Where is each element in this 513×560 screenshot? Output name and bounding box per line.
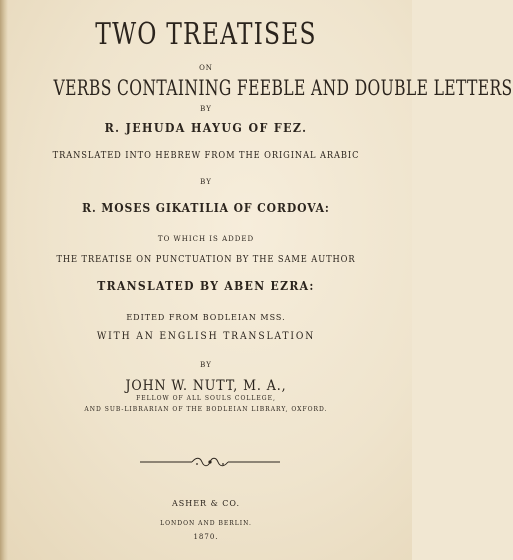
editor-credential-2: AND SUB-LIBRARIAN OF THE BODLEIAN LIBRARY, OXFORD.	[84, 406, 328, 413]
editor-credential-1: FELLOW OF ALL SOULS COLLEGE,	[136, 395, 276, 402]
ornamental-rule	[140, 455, 280, 469]
original-author: R. JEHUDA HAYUG OF FEZ.	[104, 121, 308, 135]
publication-year: 1870.	[193, 533, 219, 541]
publication-place: LONDON AND BERLIN.	[160, 520, 252, 527]
connector-by: BY	[200, 361, 212, 369]
edited-note: EDITED FROM BODLEIAN MSS.	[126, 313, 286, 322]
second-translator: TRANSLATED BY ABEN EZRA:	[97, 279, 315, 293]
book-title: TWO TREATISES	[95, 17, 317, 52]
treatise-note: THE TREATISE ON PUNCTUATION BY THE SAME AUTHOR	[56, 255, 356, 265]
editor-name: JOHN W. NUTT, M. A.,	[125, 378, 287, 394]
translation-note: TRANSLATED INTO HEBREW FROM THE ORIGINAL ARABIC	[52, 151, 360, 161]
connector-by: BY	[200, 105, 212, 113]
book-spine-shadow	[0, 0, 8, 560]
publisher: ASHER & CO.	[171, 499, 241, 508]
connector-on: ON	[199, 64, 213, 72]
connector-by: BY	[200, 178, 212, 186]
translator-author: R. MOSES GIKATILIA OF CORDOVA:	[82, 201, 330, 215]
added-note: TO WHICH IS ADDED	[157, 235, 255, 243]
book-subtitle: VERBS CONTAINING FEEBLE AND DOUBLE LETTERS	[53, 76, 513, 100]
english-translation-note: WITH AN ENGLISH TRANSLATION	[96, 331, 316, 342]
